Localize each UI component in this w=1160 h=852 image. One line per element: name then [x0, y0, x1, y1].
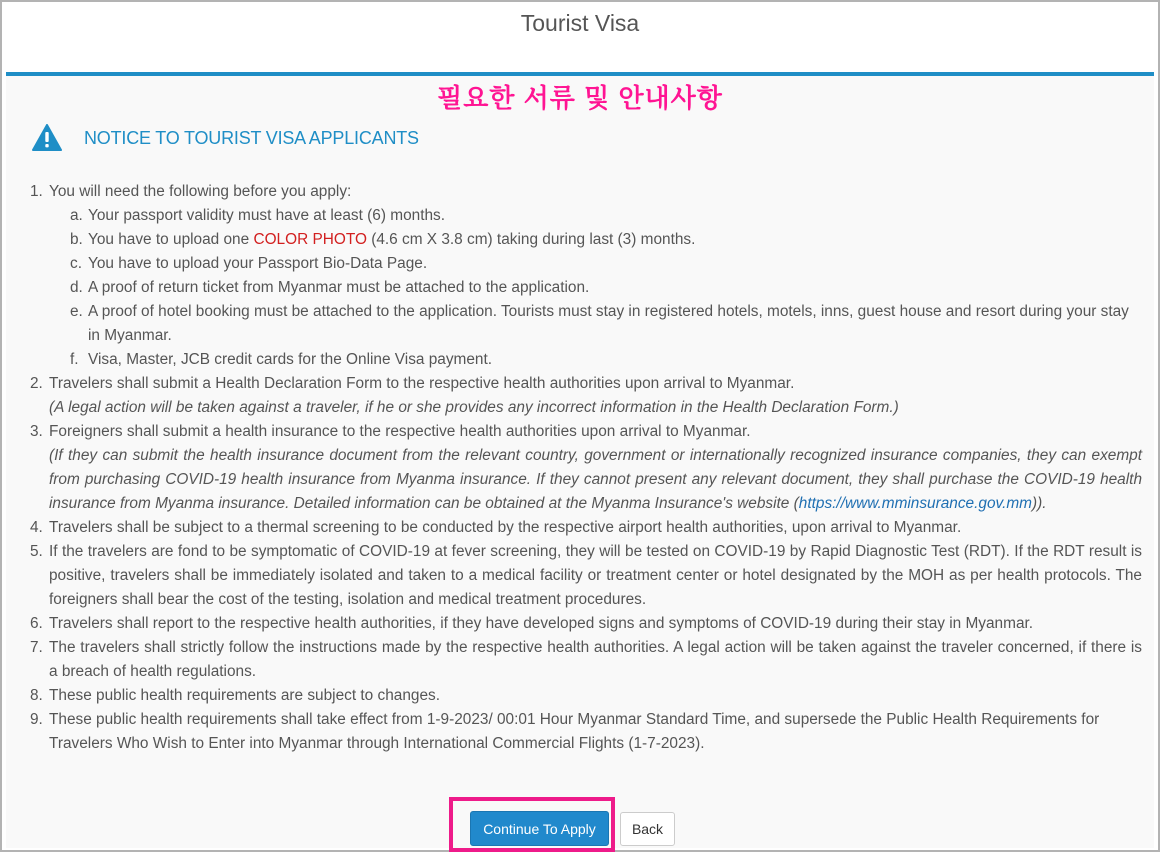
list-item [30, 708, 1142, 756]
item-number: 8. [30, 687, 43, 704]
sub-item-text: Your passport validity must have at least (6) months. [88, 207, 446, 224]
list-item [30, 540, 1142, 612]
list-item [30, 636, 1142, 684]
item-text: These public health requirements are subject to changes. [49, 687, 440, 704]
item-number: 5. [30, 543, 43, 560]
sub-item [30, 204, 1142, 228]
item-text: If the travelers are fond to be symptomatic of COVID-19 at fever screening, they will be tested on COVID-19 by Rapid Diagnostic Test (RDT). If the RDT result is positive, travelers shall be immediately isolated and taken to a medical facility or treatment center or hotel designated by the MOH as per health protocols. The foreigners shall bear the cost of the testing, isolation and medical treatment procedures. [49, 543, 1142, 608]
list-item [30, 372, 1142, 396]
sub-item-text: You have to upload your Passport Bio-Data Page. [88, 255, 428, 272]
item-number: 2. [30, 375, 43, 392]
sub-item [30, 300, 1142, 348]
item-note-text: )). [1031, 495, 1047, 512]
item-text: Travelers shall be subject to a thermal screening to be conducted by the respective airport health authorities, upon arrival to Myanmar. [49, 519, 962, 536]
requirements-list [30, 180, 1142, 756]
color-photo-highlight: COLOR PHOTO [253, 231, 367, 248]
notice-title: NOTICE TO TOURIST VISA APPLICANTS [84, 127, 419, 148]
sub-item-letter: a. [70, 207, 83, 224]
continue-to-apply-button[interactable]: Continue To Apply [470, 811, 609, 846]
list-item [30, 684, 1142, 708]
list-item [30, 612, 1142, 636]
item-text: You will need the following before you apply: [49, 183, 352, 200]
back-button[interactable]: Back [620, 812, 675, 846]
item-number: 1. [30, 183, 43, 200]
item-number: 7. [30, 639, 43, 656]
insurance-website-link[interactable]: https://www.mminsurance.gov.mm [798, 495, 1032, 512]
sub-item-text: You have to upload one [88, 231, 254, 248]
notice-header [32, 120, 419, 156]
sub-item-letter: f. [70, 351, 79, 368]
sub-item [30, 276, 1142, 300]
sub-item-letter: b. [70, 231, 83, 248]
item-text: Travelers shall report to the respective health authorities, if they have developed signs and symptoms of COVID-19 during their stay in Myanmar. [49, 615, 1034, 632]
list-item [30, 180, 1142, 204]
item-text: The travelers shall strictly follow the instructions made by the respective health authorities. A legal action will be taken against the traveler concerned, if there is a breach of health regulations. [49, 639, 1142, 680]
sub-item-letter: d. [70, 279, 83, 296]
item-number: 3. [30, 423, 43, 440]
sub-item [30, 228, 1142, 252]
list-item [30, 420, 1142, 444]
sub-item-text: A proof of return ticket from Myanmar must be attached to the application. [88, 279, 590, 296]
sub-item-text: A proof of hotel booking must be attached to the application. Tourists must stay in registered hotels, motels, inns, guest house and resort during your stay in Myanmar. [88, 303, 1129, 344]
page-title: Tourist Visa [520, 10, 640, 36]
item-text: Foreigners shall submit a health insurance to the respective health authorities upon arrival to Myanmar. [49, 423, 751, 440]
warning-triangle-icon [32, 124, 62, 152]
item-number: 4. [30, 519, 43, 536]
sub-item-text: (4.6 cm X 3.8 cm) taking during last (3) months. [366, 231, 696, 248]
sub-item-text: Visa, Master, JCB credit cards for the Online Visa payment. [88, 351, 493, 368]
korean-annotation-heading: 필요한 서류 및 안내사항 [437, 83, 723, 113]
sub-item-letter: e. [70, 303, 83, 320]
sub-item [30, 348, 1142, 372]
item-number: 9. [30, 711, 43, 728]
item-note [30, 444, 1142, 516]
item-note-text: (If they can submit the health insurance document from the relevant country, government or internationally recognized insurance companies, they can exempt from purchasing COVID-19 health insurance from Myanma insurance. If they cannot present any relevant document, they shall purchase the COVID-19 health insurance from Myanma insurance. Detailed information can be obtained at the Myanma Insurance's website ( [49, 447, 1142, 512]
title-divider [6, 72, 1154, 76]
item-text: Travelers shall submit a Health Declaration Form to the respective health authorities upon arrival to Myanmar. [49, 375, 795, 392]
item-number: 6. [30, 615, 43, 632]
item-text: These public health requirements shall take effect from 1-9-2023/ 00:01 Hour Myanmar Standard Time, and supersede the Public Health Requirements for Travelers Who Wish to Enter into Myanmar through International Commercial Flights (1-7-2023). [49, 711, 1100, 752]
list-item [30, 516, 1142, 540]
item-note-text: (A legal action will be taken against a traveler, if he or she provides any incorrect information in the Health Declaration Form.) [49, 399, 899, 416]
item-note [30, 396, 1142, 420]
sub-item [30, 252, 1142, 276]
sub-item-letter: c. [70, 255, 82, 272]
